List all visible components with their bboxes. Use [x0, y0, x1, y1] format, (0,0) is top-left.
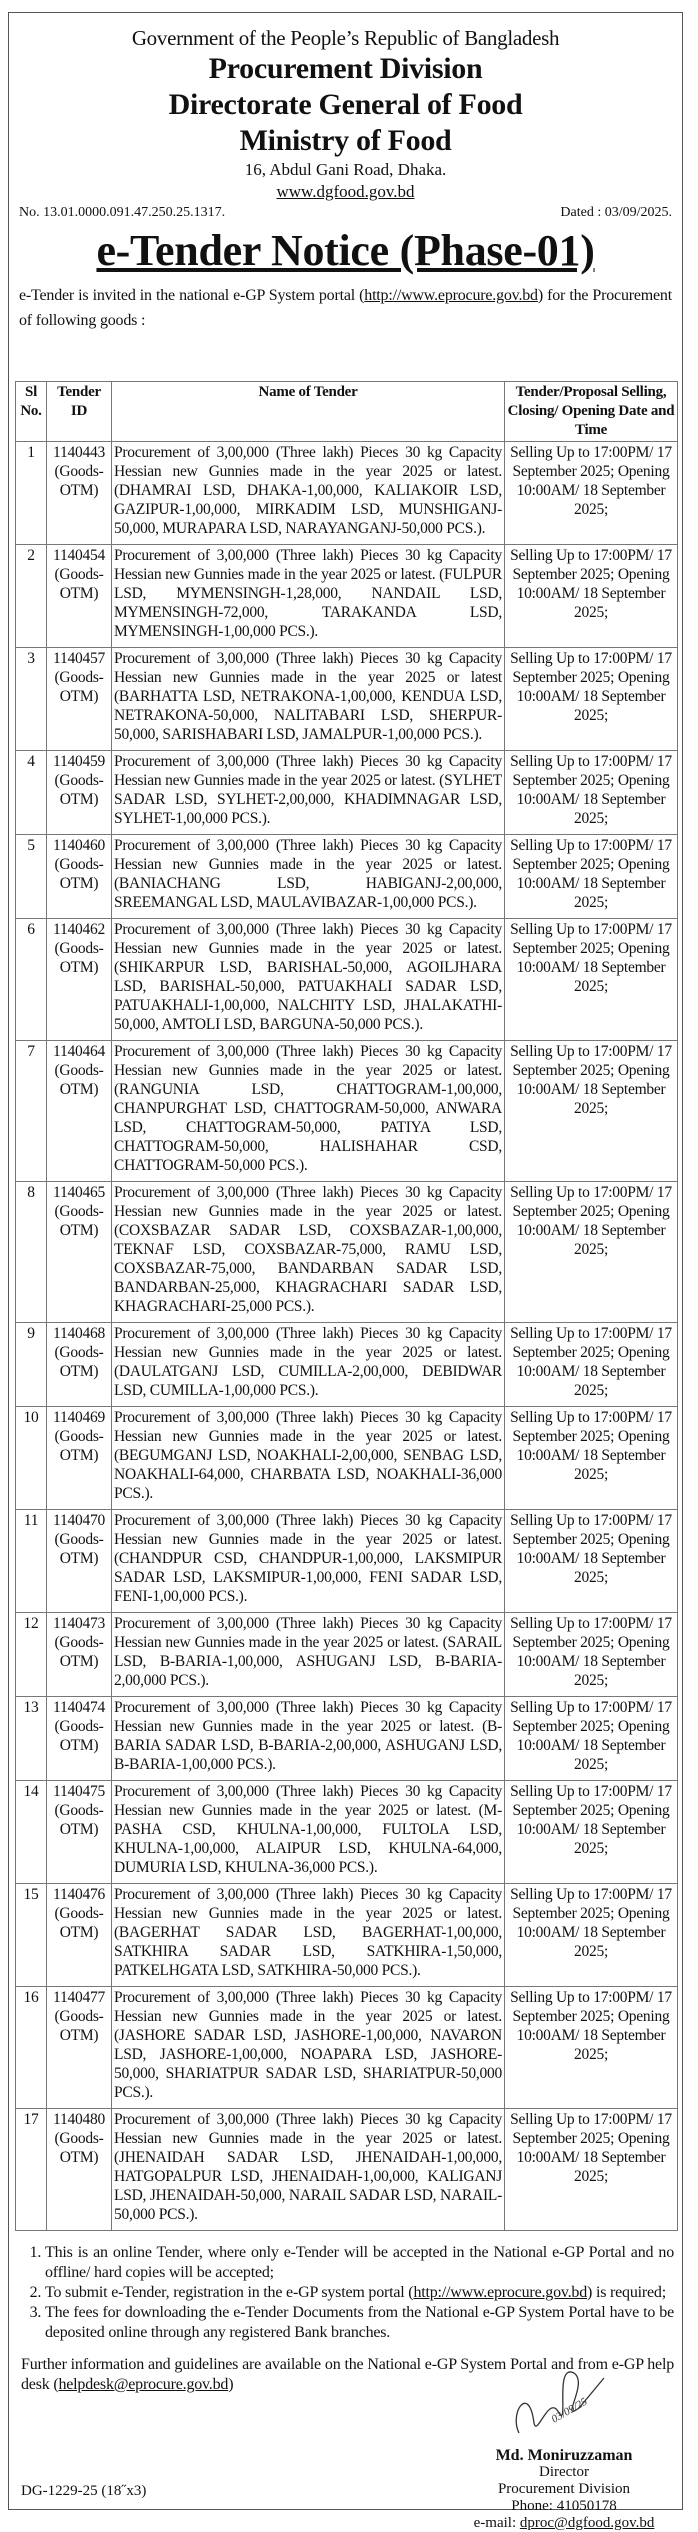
- tender-name-cell: Procurement of 3,00,000 (Three lakh) Pieces 30 kg Capacity Hessian new Gunnies made in the year 2025 or latest. (SYLHET SADAR LSD, SYLHET-2,00,000, KHADIMNAGAR LSD, SYLHET-1,00,000 PCS.).: [112, 751, 505, 835]
- date-cell: Selling Up to 17:00PM/ 17 September 2025; Opening 10:00AM/ 18 September 2025;: [505, 1510, 678, 1613]
- table-row: [16, 1987, 678, 2109]
- tender-name-cell: Procurement of 3,00,000 (Three lakh) Pieces 30 kg Capacity Hessian new Gunnies made in the year 2025 or latest. (SHIKARPUR LSD, BARISHAL-50,000, AGOILJHARA LSD, BARISHAL-50,000, PATUAKHALI SADAR LSD, PATUAKHALI-1,00,000, NALCHITY LSD, JHALAKATHI-50,000, AMTOLI LSD, BARGUNA-50,000 PCS.).: [112, 919, 505, 1041]
- sl-cell: 11: [16, 1510, 47, 1613]
- tender-id-cell: 1140457 (Goods-OTM): [47, 648, 112, 751]
- page-title: e-Tender Notice (Phase-01): [96, 226, 595, 275]
- eprocure-link[interactable]: http://www.eprocure.gov.bd: [364, 287, 538, 304]
- table-row: [16, 751, 678, 835]
- table-row: [16, 835, 678, 919]
- table-row: [16, 1884, 678, 1987]
- tender-name-cell: Procurement of 3,00,000 (Three lakh) Pieces 30 kg Capacity Hessian new Gunnies made in the year 2025 or latest. (M-PASHA CSD, KHULNA-1,00,000, FULTOLA LSD, KHULNA-1,00,000, ALAIPUR LSD, KHULNA-64,000, DUMURIA LSD, KHULNA-36,000 PCS.).: [112, 1781, 505, 1884]
- sl-cell: 3: [16, 648, 47, 751]
- sl-cell: 13: [16, 1697, 47, 1781]
- intro-text: e-Tender is invited in the national e-GP System portal (: [19, 287, 365, 304]
- intro-text-end: ) for the Procurement of following goods :: [19, 287, 672, 329]
- table-row: [16, 2109, 678, 2231]
- sl-cell: 6: [16, 919, 47, 1041]
- date-cell: Selling Up to 17:00PM/ 17 September 2025; Opening 10:00AM/ 18 September 2025;: [505, 1781, 678, 1884]
- sl-cell: 15: [16, 1884, 47, 1987]
- date-cell: Selling Up to 17:00PM/ 17 September 2025; Opening 10:00AM/ 18 September 2025;: [505, 2109, 678, 2231]
- date-cell: Selling Up to 17:00PM/ 17 September 2025; Opening 10:00AM/ 18 September 2025;: [505, 1182, 678, 1323]
- date-cell: Selling Up to 17:00PM/ 17 September 2025; Opening 10:00AM/ 18 September 2025;: [505, 1041, 678, 1182]
- tender-id-cell: 1140465 (Goods-OTM): [47, 1182, 112, 1323]
- tender-id-cell: 1140443 (Goods-OTM): [47, 442, 112, 545]
- date: Dated : 03/09/2025.: [560, 205, 672, 220]
- tender-name-cell: Procurement of 3,00,000 (Three lakh) Pieces 30 kg Capacity Hessian new Gunnies made in the year 2025 or latest. (JHENAIDAH SADAR LSD, JHENAIDAH-1,00,000, HATGOPALPUR LSD, JHENAIDAH-1,00,000, KALIGANJ LSD, JHENAIDAH-50,000, NARAIL SADAR LSD, NARAIL-50,000 PCS.).: [112, 2109, 505, 2231]
- sl-cell: 1: [16, 442, 47, 545]
- tender-name-cell: Procurement of 3,00,000 (Three lakh) Pieces 30 kg Capacity Hessian new Gunnies made in the year 2025 or latest. (JASHORE SADAR LSD, JASHORE-1,00,000, NAVARON LSD, JASHORE-1,00,000, NOAPARA LSD, JASHORE-50,000, SHARIATPUR SADAR LSD, SHARIATPUR-50,000 PCS.).: [112, 1987, 505, 2109]
- tender-name-cell: Procurement of 3,00,000 (Three lakh) Pieces 30 kg Capacity Hessian new Gunnies made in the year 2025 or latest. (CHANDPUR CSD, CHANDPUR-1,00,000, LAKSMIPUR SADAR LSD, LAKSMIPUR-1,00,000, FENI SADAR LSD, FENI-1,00,000 PCS.).: [112, 1510, 505, 1613]
- tender-id-cell: 1140462 (Goods-OTM): [47, 919, 112, 1041]
- table-row: [16, 1697, 678, 1781]
- table-row: [16, 1781, 678, 1884]
- table-row: [16, 545, 678, 648]
- sl-cell: 9: [16, 1323, 47, 1407]
- memo-number: No. 13.01.0000.091.47.250.25.1317.: [19, 205, 226, 220]
- sl-cell: 14: [16, 1781, 47, 1884]
- sl-cell: 17: [16, 2109, 47, 2231]
- note-2: 2. To submit e-Tender, registration in the e-GP system portal (http://www.eprocure.gov.bd) is required;: [45, 2283, 674, 2303]
- table-row: [16, 1407, 678, 1510]
- col-name: Name of Tender: [112, 382, 505, 442]
- intro-paragraph: [9, 283, 682, 333]
- table-row: [16, 1041, 678, 1182]
- signature-icon: [499, 2353, 609, 2443]
- date-cell: Selling Up to 17:00PM/ 17 September 2025; Opening 10:00AM/ 18 September 2025;: [505, 648, 678, 751]
- table-row: [16, 1613, 678, 1697]
- notice-frame: [8, 12, 683, 2531]
- signatory-office: Procurement Division: [497, 2481, 631, 2497]
- sl-cell: 4: [16, 751, 47, 835]
- table-row: [16, 919, 678, 1041]
- table-row: [16, 442, 678, 545]
- date-cell: Selling Up to 17:00PM/ 17 September 2025; Opening 10:00AM/ 18 September 2025;: [505, 835, 678, 919]
- date-cell: Selling Up to 17:00PM/ 17 September 2025; Opening 10:00AM/ 18 September 2025;: [505, 545, 678, 648]
- tender-id-cell: 1140469 (Goods-OTM): [47, 1407, 112, 1510]
- signature-block: [449, 2447, 679, 2532]
- reference-line: [9, 205, 682, 221]
- letterhead: [9, 25, 682, 203]
- further-info: Further information and guidelines are available on the National e-GP System Portal and from e-GP help desk (helpdesk@eprocure.gov.bd): [21, 2356, 674, 2393]
- tender-id-cell: 1140460 (Goods-OTM): [47, 835, 112, 919]
- tender-id-cell: 1140476 (Goods-OTM): [47, 1884, 112, 1987]
- tender-id-cell: 1140454 (Goods-OTM): [47, 545, 112, 648]
- tender-name-cell: Procurement of 3,00,000 (Three lakh) Pieces 30 kg Capacity Hessian new Gunnies made in the year 2025 or latest. (DHAMRAI LSD, DHAKA-1,00,000, KALIAKOIR LSD, GAZIPUR-1,00,000, MIRKADIM LSD, MUNSHIGANJ-50,000, MURAPARA LSD, NARAYANGANJ-50,000 PCS.).: [112, 442, 505, 545]
- tender-id-cell: 1140474 (Goods-OTM): [47, 1697, 112, 1781]
- tender-name-cell: Procurement of 3,00,000 (Three lakh) Pieces 30 kg Capacity Hessian new Gunnies made in the year 2025 or latest. (B-BARIA SADAR LSD, B-BARIA-2,00,000, ASHUGANJ LSD, B-BARIA-1,00,000 PCS.).: [112, 1697, 505, 1781]
- tender-name-cell: Procurement of 3,00,000 (Three lakh) Pieces 30 kg Capacity Hessian new Gunnies made in the year 2025 or latest. (BANIACHANG LSD, HABIGANJ-2,00,000, SREEMANGAL LSD, MAULAVIBAZAR-1,00,000 PCS.).: [112, 835, 505, 919]
- tender-name-cell: Procurement of 3,00,000 (Three lakh) Pieces 30 kg Capacity Hessian new Gunnies made in the year 2025 or latest. (COXSBAZAR SADAR LSD, COXSBAZAR-1,00,000, TEKNAF LSD, COXSBAZAR-75,000, RAMU LSD, COXSBAZAR-75,000, BANDARBAN SADAR LSD, BANDARBAN-25,000, KHAGRACHARI SADAR LSD, KHAGRACHARI-25,000 PCS.).: [112, 1182, 505, 1323]
- tender-name-cell: Procurement of 3,00,000 (Three lakh) Pieces 30 kg Capacity Hessian new Gunnies made in the year 2025 or latest. (BEGUMGANJ LSD, NOAKHALI-2,00,000, SENBAG LSD, NOAKHALI-64,000, CHARBATA LSD, NOAKHALI-36,000 PCS.).: [112, 1407, 505, 1510]
- tender-id-cell: 1140468 (Goods-OTM): [47, 1323, 112, 1407]
- tender-name-cell: Procurement of 3,00,000 (Three lakh) Pieces 30 kg Capacity Hessian new Gunnies made in the year 2025 or latest. (FULPUR LSD, MYMENSINGH-1,28,000, NANDAIL LSD, MYMENSINGH-72,000, TARAKANDA LSD, MYMENSINGH-1,00,000 PCS.).: [112, 545, 505, 648]
- sl-cell: 5: [16, 835, 47, 919]
- date-cell: Selling Up to 17:00PM/ 17 September 2025; Opening 10:00AM/ 18 September 2025;: [505, 1987, 678, 2109]
- sl-cell: 12: [16, 1613, 47, 1697]
- tender-id-cell: 1140475 (Goods-OTM): [47, 1781, 112, 1884]
- tender-table: [15, 381, 678, 2231]
- tender-id-cell: 1140459 (Goods-OTM): [47, 751, 112, 835]
- helpdesk-email-link[interactable]: helpdesk@eprocure.gov.bd: [58, 2376, 229, 2393]
- division-name: Procurement Division: [208, 52, 483, 85]
- table-row: [16, 1510, 678, 1613]
- government-name: Government of the People’s Republic of Bangladesh: [131, 26, 560, 50]
- tender-id-cell: 1140473 (Goods-OTM): [47, 1613, 112, 1697]
- tender-name-cell: Procurement of 3,00,000 (Three lakh) Pieces 30 kg Capacity Hessian new Gunnies made in the year 2025 or latest. (SARAIL LSD, B-BARIA-1,00,000, ASHUGANJ LSD, B-BARIA-2,00,000 PCS.).: [112, 1613, 505, 1697]
- date-cell: Selling Up to 17:00PM/ 17 September 2025; Opening 10:00AM/ 18 September 2025;: [505, 1697, 678, 1781]
- table-row: [16, 648, 678, 751]
- sl-cell: 8: [16, 1182, 47, 1323]
- table-row: [16, 1182, 678, 1323]
- directorate-name: Directorate General of Food: [168, 88, 523, 121]
- sl-cell: 2: [16, 545, 47, 648]
- col-tender-id: Tender ID: [47, 382, 112, 442]
- tender-id-cell: 1140464 (Goods-OTM): [47, 1041, 112, 1182]
- website-link[interactable]: www.dgfood.gov.bd: [276, 182, 415, 201]
- date-cell: Selling Up to 17:00PM/ 17 September 2025; Opening 10:00AM/ 18 September 2025;: [505, 919, 678, 1041]
- signature-date: 03/09/25: [549, 2395, 590, 2426]
- email-link[interactable]: dproc@dgfood.gov.bd: [519, 2515, 655, 2531]
- note-1: 1. This is an online Tender, where only e-Tender will be accepted in the National e-GP Portal and no offline/ hard copies will be accepted;: [45, 2243, 674, 2283]
- table-row: [16, 1323, 678, 1407]
- date-cell: Selling Up to 17:00PM/ 17 September 2025; Opening 10:00AM/ 18 September 2025;: [505, 1407, 678, 1510]
- table-header-row: [16, 382, 678, 442]
- eprocure-link-2[interactable]: http://www.eprocure.gov.bd: [413, 2284, 588, 2301]
- sl-cell: 7: [16, 1041, 47, 1182]
- date-cell: Selling Up to 17:00PM/ 17 September 2025; Opening 10:00AM/ 18 September 2025;: [505, 1613, 678, 1697]
- date-cell: Selling Up to 17:00PM/ 17 September 2025; Opening 10:00AM/ 18 September 2025;: [505, 1323, 678, 1407]
- note-3: 3. The fees for downloading the e-Tender Documents from the National e-GP System Portal have to be deposited online through any registered Bank branches.: [45, 2303, 674, 2343]
- tender-name-cell: Procurement of 3,00,000 (Three lakh) Pieces 30 kg Capacity Hessian new Gunnies made in the year 2025 or latest (BARHATTA LSD, NETRAKONA-1,00,000, KENDUA LSD, NETRAKONA-50,000, NALITABARI LSD, SHERPUR-50,000, SARISHABARI LSD, JAMALPUR-1,00,000 PCS.).: [112, 648, 505, 751]
- signatory-designation: Director: [539, 2464, 589, 2480]
- tender-name-cell: Procurement of 3,00,000 (Three lakh) Pieces 30 kg Capacity Hessian new Gunnies made in the year 2025 or latest. (DAULATGANJ LSD, CUMILLA-2,00,000, DEBIDWAR LSD, CUMILLA-1,00,000 PCS.).: [112, 1323, 505, 1407]
- col-sl: Sl No.: [16, 382, 47, 442]
- signatory-name: Md. Moniruzzaman: [495, 2447, 633, 2464]
- date-cell: Selling Up to 17:00PM/ 17 September 2025; Opening 10:00AM/ 18 September 2025;: [505, 1884, 678, 1987]
- tender-id-cell: 1140477 (Goods-OTM): [47, 1987, 112, 2109]
- date-cell: Selling Up to 17:00PM/ 17 September 2025; Opening 10:00AM/ 18 September 2025;: [505, 751, 678, 835]
- signatory-phone: Phone: 41050178: [511, 2498, 617, 2514]
- tender-name-cell: Procurement of 3,00,000 (Three lakh) Pieces 30 kg Capacity Hessian new Gunnies made in the year 2025 or latest. (BAGERHAT SADAR LSD, BAGERHAT-1,00,000, SATKHIRA SADAR LSD, SATKHIRA-1,50,000, PATKELHGATA LSD, SATKHIRA-50,000 PCS.).: [112, 1884, 505, 1987]
- ministry-name: Ministry of Food: [239, 124, 452, 157]
- sl-cell: 10: [16, 1407, 47, 1510]
- address: 16, Abdul Gani Road, Dhaka.: [244, 160, 447, 179]
- date-cell: Selling Up to 17:00PM/ 17 September 2025; Opening 10:00AM/ 18 September 2025;: [505, 442, 678, 545]
- sl-cell: 16: [16, 1987, 47, 2109]
- tender-id-cell: 1140480 (Goods-OTM): [47, 2109, 112, 2231]
- signatory-email: e-mail: dproc@dgfood.gov.bd: [473, 2515, 655, 2531]
- dg-reference: DG-1229-25 (18˝x3): [21, 2483, 147, 2499]
- tender-name-cell: Procurement of 3,00,000 (Three lakh) Pieces 30 kg Capacity Hessian new Gunnies made in the year 2025 or latest. (RANGUNIA LSD, CHATTOGRAM-1,00,000, CHANPURGHAT LSD, CHATTOGRAM-50,000, ANWARA LSD, CHATTOGRAM-50,000, PATIYA LSD, CHATTOGRAM-50,000, HALISHAHAR CSD, CHATTOGRAM-50,000 PCS.).: [112, 1041, 505, 1182]
- col-dates: Tender/Proposal Selling, Closing/ Opening Date and Time: [505, 382, 678, 442]
- tender-id-cell: 1140470 (Goods-OTM): [47, 1510, 112, 1613]
